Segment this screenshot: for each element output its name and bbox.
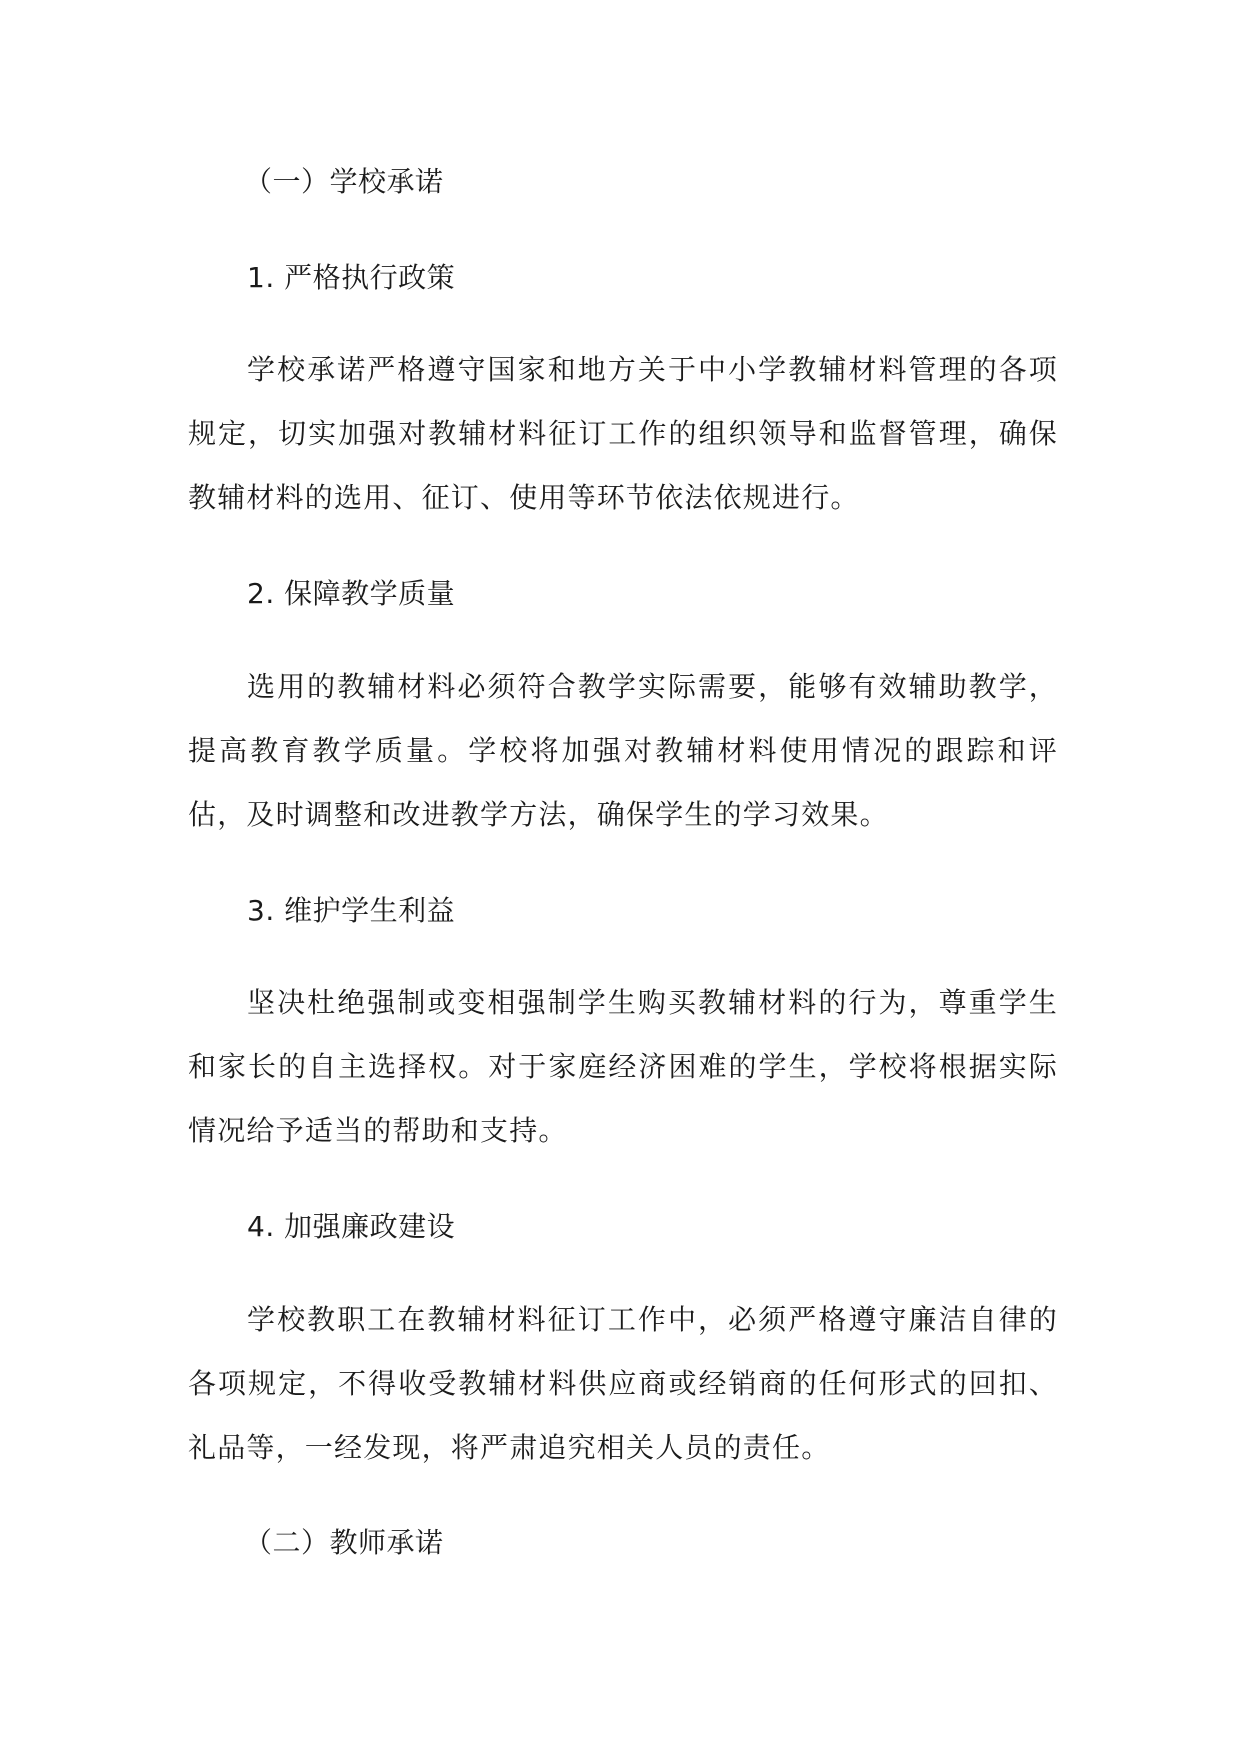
section-title-school-commitment: （一）学校承诺 bbox=[244, 165, 444, 198]
item-heading-quality: 2. 保障教学质量 bbox=[247, 577, 456, 610]
section-title-teacher-commitment: （二）教师承诺 bbox=[244, 1526, 444, 1559]
item-heading-integrity: 4. 加强廉政建设 bbox=[247, 1210, 456, 1243]
item-body-policy: 学校承诺严格遵守国家和地方关于中小学教辅材料管理的各项规定，切实加强对教辅材料征订工作的组织领导和监督管理，确保教辅材料的选用、征订、使用等环节依法依规进行。 bbox=[188, 353, 1058, 514]
item-body-quality: 选用的教辅材料必须符合教学实际需要，能够有效辅助教学，提高教育教学质量。学校将加强对教辅材料使用情况的跟踪和评估，及时调整和改进教学方法，确保学生的学习效果。 bbox=[188, 670, 1058, 831]
item-body-student-interest: 坚决杜绝强制或变相强制学生购买教辅材料的行为，尊重学生和家长的自主选择权。对于家庭经济困难的学生，学校将根据实际情况给予适当的帮助和支持。 bbox=[188, 986, 1058, 1147]
item-heading-student-interest: 3. 维护学生利益 bbox=[247, 894, 456, 927]
item-heading-policy: 1. 严格执行政策 bbox=[247, 261, 456, 294]
item-body-integrity: 学校教职工在教辅材料征订工作中，必须严格遵守廉洁自律的各项规定，不得收受教辅材料供应商或经销商的任何形式的回扣、礼品等，一经发现，将严肃追究相关人员的责任。 bbox=[188, 1303, 1058, 1464]
